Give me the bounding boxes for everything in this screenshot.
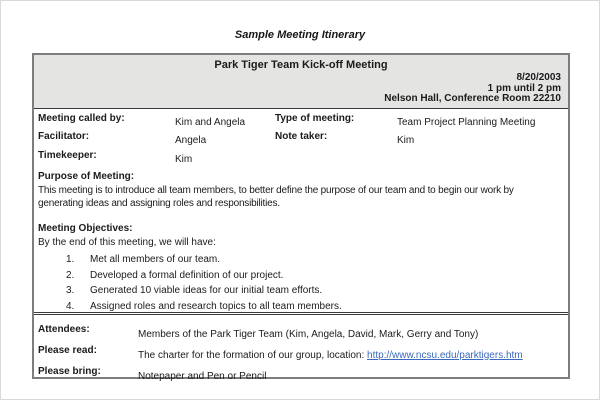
info-value-meeting-called-by: Kim and Angela <box>175 116 246 128</box>
objective-number: 2. <box>66 269 75 281</box>
please-read-value <box>138 345 562 366</box>
attendees-label: Attendees: <box>38 323 90 335</box>
table-header-band <box>34 55 568 109</box>
please-bring-label: Please bring: <box>38 365 101 377</box>
charter-link[interactable]: http://www.ncsu.edu/parktigers.htm <box>367 349 523 361</box>
objective-text: Assigned roles and research topics to all team members. <box>90 300 342 312</box>
please-read-text: The charter for the formation of our group, location: <box>138 349 368 361</box>
purpose-heading: Purpose of Meeting: <box>38 171 135 182</box>
info-value-note-taker: Kim <box>397 135 415 146</box>
objective-text: Developed a formal definition of our project. <box>90 269 284 281</box>
meeting-date: 8/20/2003 <box>516 72 561 83</box>
objectives-heading: Meeting Objectives: <box>38 223 133 234</box>
meeting-info-grid <box>34 109 568 168</box>
info-value-timekeeper: Kim <box>175 153 193 165</box>
objectives-list <box>38 254 560 312</box>
purpose-section <box>34 167 568 210</box>
info-value-facilitator: Angela <box>175 135 207 146</box>
objective-item <box>38 270 560 281</box>
info-label-empty <box>275 149 397 168</box>
meeting-time: 1 pm until 2 pm <box>487 82 561 94</box>
info-value-type-of-meeting: Team Project Planning Meeting <box>397 116 536 128</box>
info-label-type-of-meeting: Type of meeting: <box>275 112 355 124</box>
info-label-note-taker: Note taker: <box>275 131 328 142</box>
purpose-text: This meeting is to introduce all team members, to better define the purpose of our team and to begin our work by generating ideas and assigning roles and responsibilities. <box>38 185 514 209</box>
objective-item <box>38 254 560 265</box>
info-value-empty <box>397 149 562 168</box>
meeting-itinerary-table <box>32 53 570 382</box>
document-title: Sample Meeting Itinerary <box>234 29 366 41</box>
please-read-row <box>38 345 562 366</box>
objective-item <box>38 285 560 296</box>
objective-text: Generated 10 viable ideas for our initial team efforts. <box>90 285 323 296</box>
objective-number: 1. <box>66 254 75 265</box>
footer-section <box>34 312 568 387</box>
meeting-meta <box>41 73 561 105</box>
objective-item <box>38 301 560 312</box>
objectives-section <box>34 210 568 312</box>
objective-number: 4. <box>66 300 75 312</box>
please-bring-value: Notepaper and Pen or Pencil <box>138 370 267 382</box>
meeting-title: Park Tiger Team Kick-off Meeting <box>214 59 388 71</box>
attendees-value: Members of the Park Tiger Team (Kim, Angela, David, Mark, Gerry and Tony) <box>138 328 479 340</box>
info-label-facilitator: Facilitator: <box>38 131 90 142</box>
please-bring-row <box>38 366 562 387</box>
please-read-label: Please read: <box>38 344 97 356</box>
objectives-intro: By the end of this meeting, we will have: <box>38 237 216 248</box>
info-label-meeting-called-by: Meeting called by: <box>38 112 125 124</box>
info-label-timekeeper: Timekeeper: <box>38 149 97 161</box>
attendees-row <box>38 324 562 345</box>
objective-number: 3. <box>66 285 75 296</box>
objective-text: Met all members of our team. <box>90 254 221 265</box>
meeting-location: Nelson Hall, Conference Room 22210 <box>384 93 561 104</box>
